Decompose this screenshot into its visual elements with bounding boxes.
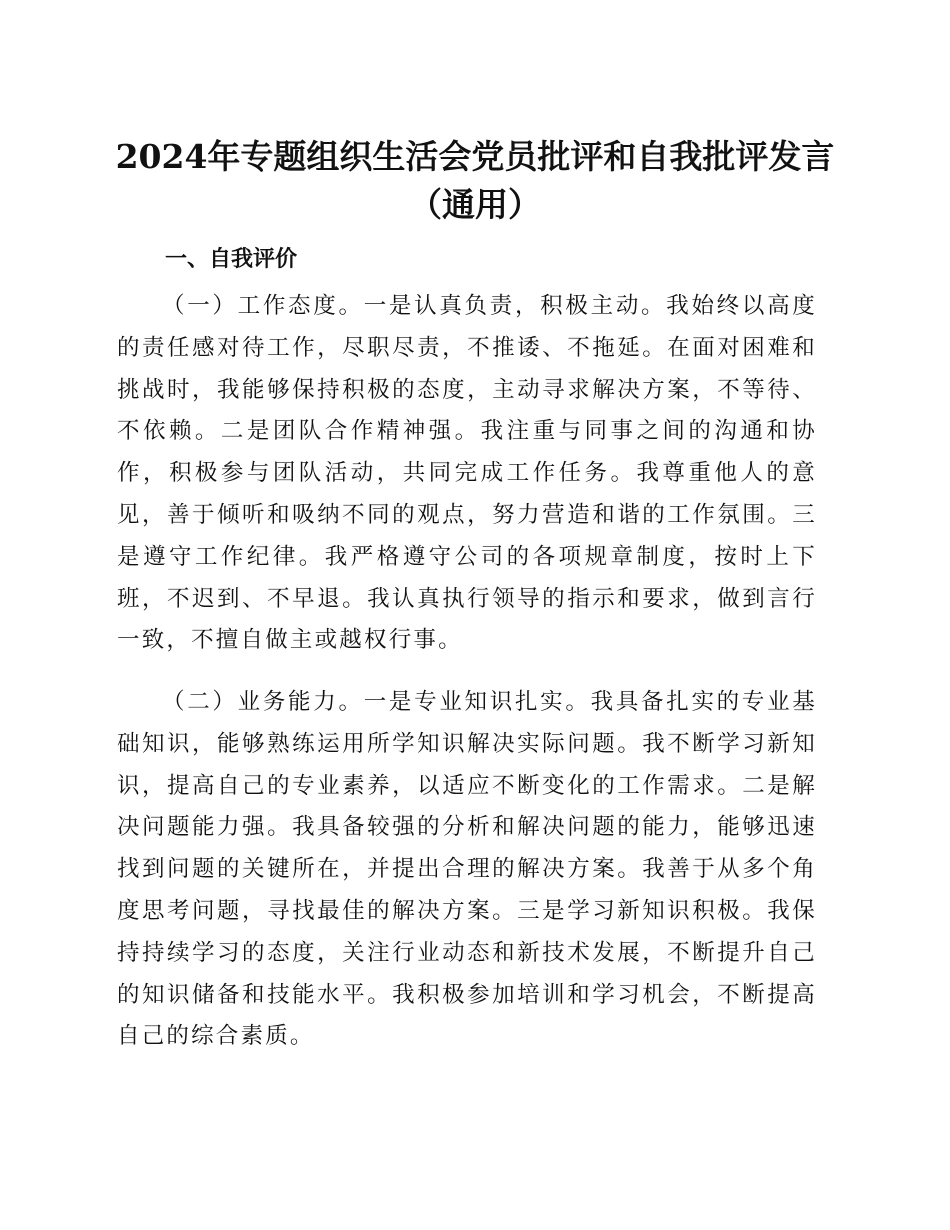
paragraph-work-attitude: （一）工作态度。一是认真负责，积极主动。我始终以高度的责任感对待工作，尽职尽责，不推诿、不拖延。在面对困难和挑战时，我能够保持积极的态度，主动寻求解决方案，不等待、不依赖。二是团队合作精神强。我注重与同事之间的沟通和协作，积极参与团队活动，共同完成工作任务。我尊重他人的意见，善于倾听和吸纳不同的观点，努力营造和谐的工作氛围。三是遵守工作纪律。我严格遵守公司的各项规章制度，按时上下班，不迟到、不早退。我认真执行领导的指示和要求，做到言行一致，不擅自做主或越权行事。 — [117, 293, 817, 654]
paragraph-business-ability: （二）业务能力。一是专业知识扎实。我具备扎实的专业基础知识，能够熟练运用所学知识解决实际问题。我不断学习新知识，提高自己的专业素养，以适应不断变化的工作需求。二是解决问题能力强。我具备较强的分析和解决问题的能力，能够迅速找到问题的关键所在，并提出合理的解决方案。我善于从多个角度思考问题，寻找最佳的解决方案。三是学习新知识积极。我保持持续学习的态度，关注行业动态和新技术发展，不断提升自己的知识储备和技能水平。我积极参加培训和学习机会，不断提高自己的综合素质。 — [117, 689, 817, 1050]
section-heading: 一、自我评价 — [165, 247, 298, 272]
document-title: 2024年专题组织生活会党员批评和自我批评发言（通用） — [115, 137, 835, 224]
